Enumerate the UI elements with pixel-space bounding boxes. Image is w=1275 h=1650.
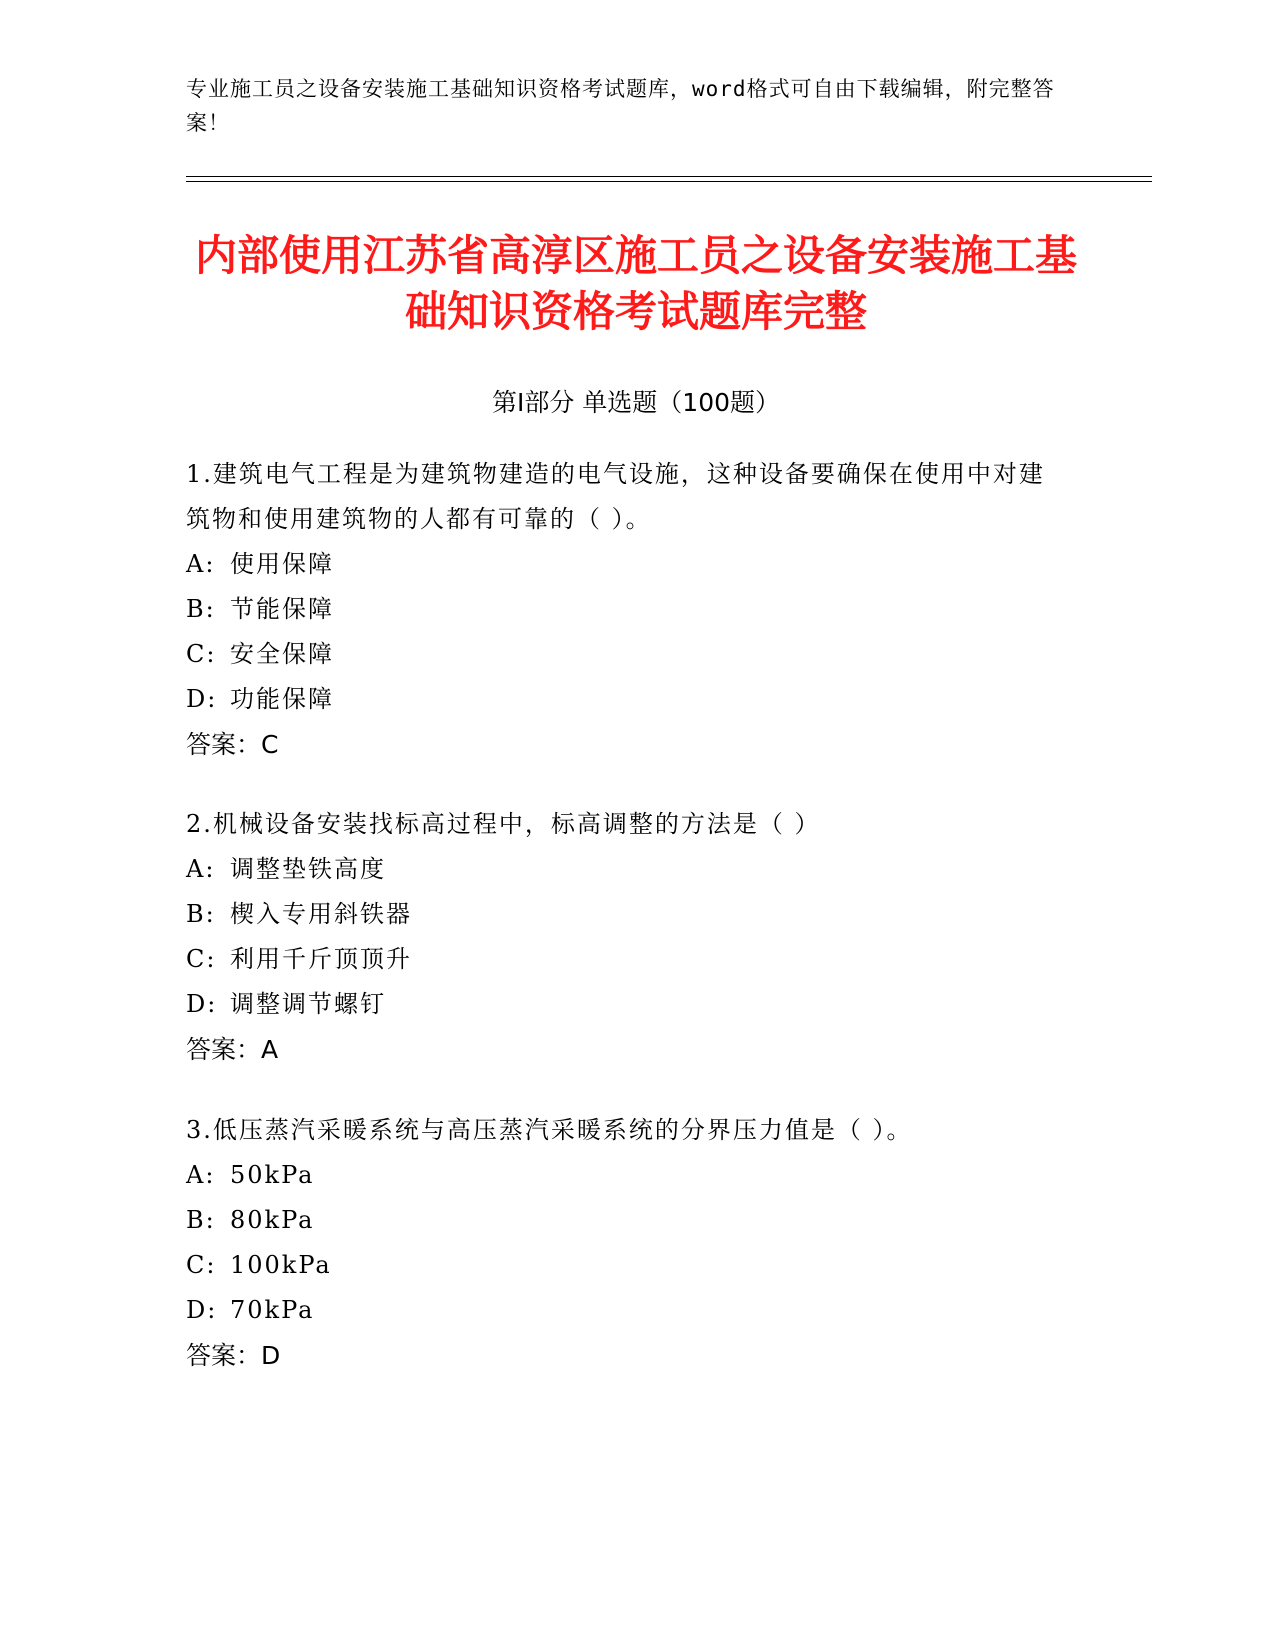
question-stem: 3.低压蒸汽采暖系统与高压蒸汽采暖系统的分界压力值是（ ）。 xyxy=(186,1116,913,1144)
option-d xyxy=(186,1288,1066,1333)
option-letter: C: xyxy=(186,945,217,973)
option-letter: A: xyxy=(186,1161,216,1189)
option-b xyxy=(186,1198,1066,1243)
option-text: 100kPa xyxy=(230,1251,332,1279)
header-note: 专业施工员之设备安装施工基础知识资格考试题库，word格式可自由下载编辑，附完整答案！ xyxy=(186,77,1055,135)
option-letter: A: xyxy=(186,855,216,883)
option-b xyxy=(186,587,1066,632)
option-text: 70kPa xyxy=(230,1296,315,1324)
header-divider-top xyxy=(186,176,1152,177)
answer-line: 答案：D xyxy=(186,1341,281,1370)
option-d xyxy=(186,982,1066,1027)
option-letter: A: xyxy=(186,550,216,578)
question-3 xyxy=(186,1108,1066,1378)
option-c xyxy=(186,1243,1066,1288)
option-letter: B: xyxy=(186,595,216,623)
answer-line: 答案：C xyxy=(186,730,279,759)
question-stem: 1.建筑电气工程是为建筑物建造的电气设施，这种设备要确保在使用中对建筑物和使用建筑物的人都有可靠的（ ）。 xyxy=(186,460,1045,533)
option-letter: B: xyxy=(186,1206,216,1234)
option-c xyxy=(186,937,1066,982)
option-text: 调整调节螺钉 xyxy=(230,990,386,1018)
option-letter: C: xyxy=(186,640,217,668)
question-1 xyxy=(186,452,1066,767)
answer-line: 答案：A xyxy=(186,1035,279,1064)
option-text: 安全保障 xyxy=(230,640,334,668)
option-letter: D: xyxy=(186,685,218,713)
header-divider-bottom xyxy=(186,181,1152,182)
option-text: 功能保障 xyxy=(230,685,334,713)
question-2 xyxy=(186,802,1066,1072)
option-b xyxy=(186,892,1066,937)
option-a xyxy=(186,847,1066,892)
option-text: 楔入专用斜铁器 xyxy=(230,900,412,928)
option-text: 利用千斤顶顶升 xyxy=(230,945,412,973)
option-a xyxy=(186,542,1066,587)
option-text: 节能保障 xyxy=(230,595,334,623)
option-text: 调整垫铁高度 xyxy=(230,855,386,883)
option-a xyxy=(186,1153,1066,1198)
option-letter: D: xyxy=(186,1296,218,1324)
option-d xyxy=(186,677,1066,722)
section-heading: 第Ⅰ部分 单选题（100题） xyxy=(491,388,781,417)
option-text: 50kPa xyxy=(230,1161,315,1189)
option-letter: C: xyxy=(186,1251,217,1279)
option-letter: B: xyxy=(186,900,216,928)
document-title: 内部使用江苏省高淳区施工员之设备安装施工基础知识资格考试题库完整 xyxy=(194,231,1077,336)
option-c xyxy=(186,632,1066,677)
option-letter: D: xyxy=(186,990,218,1018)
question-stem: 2.机械设备安装找标高过程中，标高调整的方法是（ ） xyxy=(186,810,821,838)
option-text: 使用保障 xyxy=(230,550,334,578)
option-text: 80kPa xyxy=(230,1206,315,1234)
